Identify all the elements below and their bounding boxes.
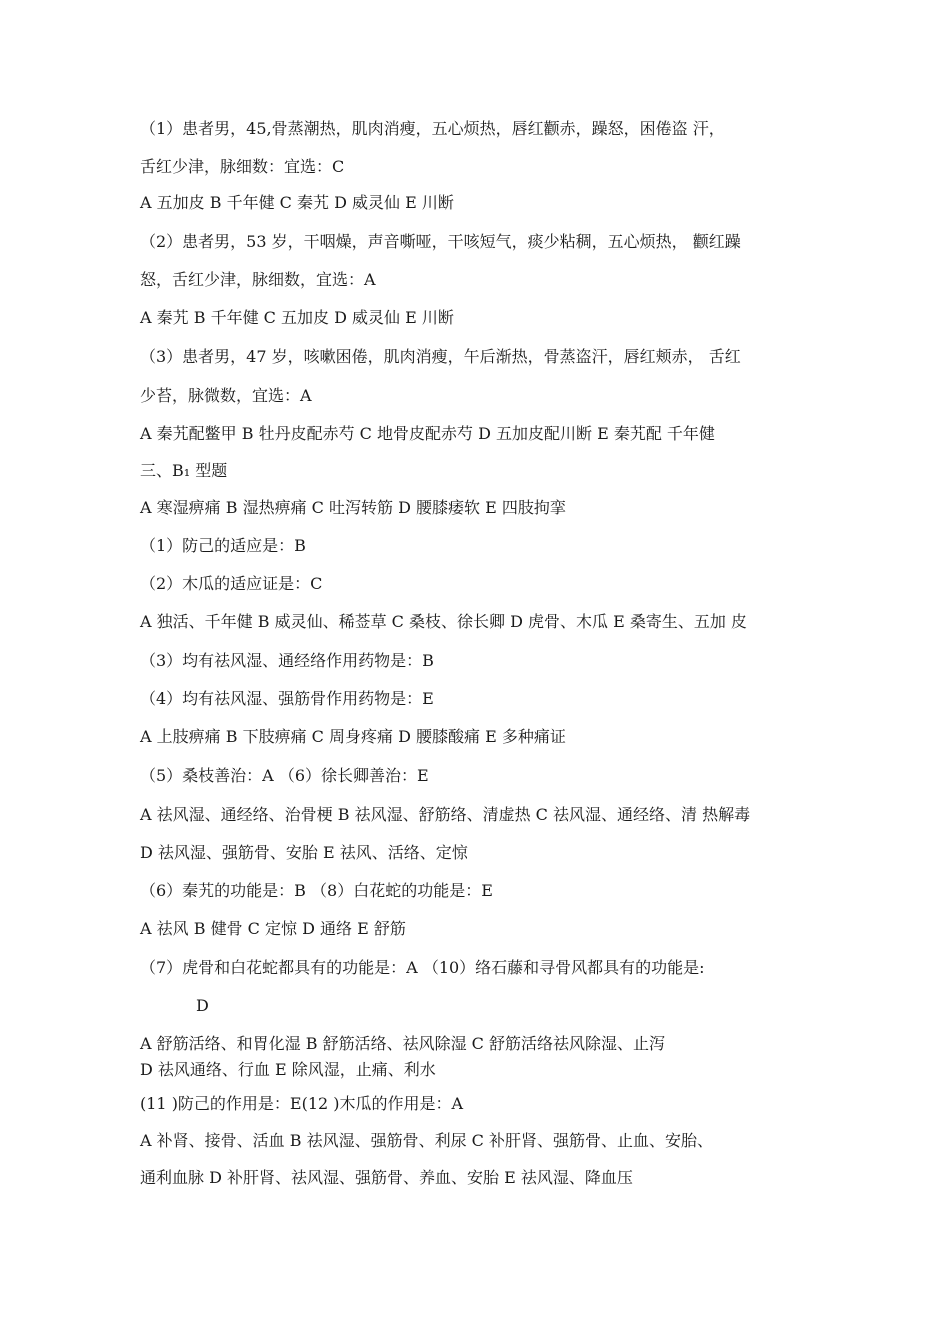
text-line: D xyxy=(196,996,209,1015)
text-line: （3）患者男，47 岁，咳嗽困倦，肌肉消瘦，午后渐热，骨蒸盗汗，唇红颊赤， 舌红 xyxy=(140,347,741,366)
text-line: 怒，舌红少津，脉细数，宜选：A xyxy=(140,270,376,289)
text-line: A 祛风 B 健骨 C 定惊 D 通络 E 舒筋 xyxy=(140,919,406,938)
text-line: （1）患者男，45,骨蒸潮热，肌肉消瘦，五心烦热，唇红颧赤，躁怒，困倦盗 汗， xyxy=(140,119,725,138)
text-line: A 祛风湿、通经络、治骨梗 B 祛风湿、舒筋络、清虚热 C 祛风湿、通经络、清 热解毒 xyxy=(140,805,751,824)
text-line: （7）虎骨和白花蛇都具有的功能是：A （10）络石藤和寻骨风都具有的功能是: xyxy=(140,958,705,977)
text-line: A 上肢痹痛 B 下肢痹痛 C 周身疼痛 D 腰膝酸痛 E 多种痛证 xyxy=(140,727,566,746)
text-line: A 秦艽 B 千年健 C 五加皮 D 威灵仙 E 川断 xyxy=(140,308,454,327)
text-line: D 祛风通络、行血 E 除风湿，止痛、利水 xyxy=(140,1060,436,1079)
section-heading: 三、B₁ 型题 xyxy=(140,461,228,480)
text-line: （2）木瓜的适应证是：C xyxy=(140,574,323,593)
text-line: A 补肾、接骨、活血 B 祛风湿、强筋骨、利尿 C 补肝肾、强筋骨、止血、安胎、 xyxy=(140,1131,713,1150)
text-line: A 独活、千年健 B 威灵仙、稀莶草 C 桑枝、徐长卿 D 虎骨、木瓜 E 桑寄生、五加 皮 xyxy=(140,612,747,631)
text-line: （2）患者男，53 岁，干咽燥，声音嘶哑，干咳短气，痰少粘稠，五心烦热， 颧红躁 xyxy=(140,232,741,251)
text-line: 舌红少津，脉细数：宜选：C xyxy=(140,157,345,176)
text-line: (11 )防己的作用是：E(12 )木瓜的作用是：A xyxy=(140,1094,464,1113)
text-line: 少苔，脉微数，宜选：A xyxy=(140,386,312,405)
text-line: （3）均有祛风湿、通经络作用药物是：B xyxy=(140,651,434,670)
text-line: A 秦艽配鳖甲 B 牡丹皮配赤芍 C 地骨皮配赤芍 D 五加皮配川断 E 秦艽配 千年健 xyxy=(140,424,715,443)
text-line: （6）秦艽的功能是：B （8）白花蛇的功能是：E xyxy=(140,881,493,900)
text-line: （5）桑枝善治：A （6）徐长卿善治：E xyxy=(140,766,429,785)
text-line: A 五加皮 B 千年健 C 秦艽 D 威灵仙 E 川断 xyxy=(140,193,454,212)
text-line: （4）均有祛风湿、强筋骨作用药物是：E xyxy=(140,689,434,708)
text-line: D 祛风湿、强筋骨、安胎 E 祛风、活络、定惊 xyxy=(140,843,468,862)
text-line: A 寒湿痹痛 B 湿热痹痛 C 吐泻转筋 D 腰膝痿软 E 四肢拘挛 xyxy=(140,498,566,517)
text-line: （1）防己的适应是：B xyxy=(140,536,306,555)
text-line: 通利血脉 D 补肝肾、祛风湿、强筋骨、养血、安胎 E 祛风湿、降血压 xyxy=(140,1168,633,1187)
text-line: A 舒筋活络、和胃化湿 B 舒筋活络、祛风除湿 C 舒筋活络祛风除湿、止泻 xyxy=(140,1034,665,1053)
